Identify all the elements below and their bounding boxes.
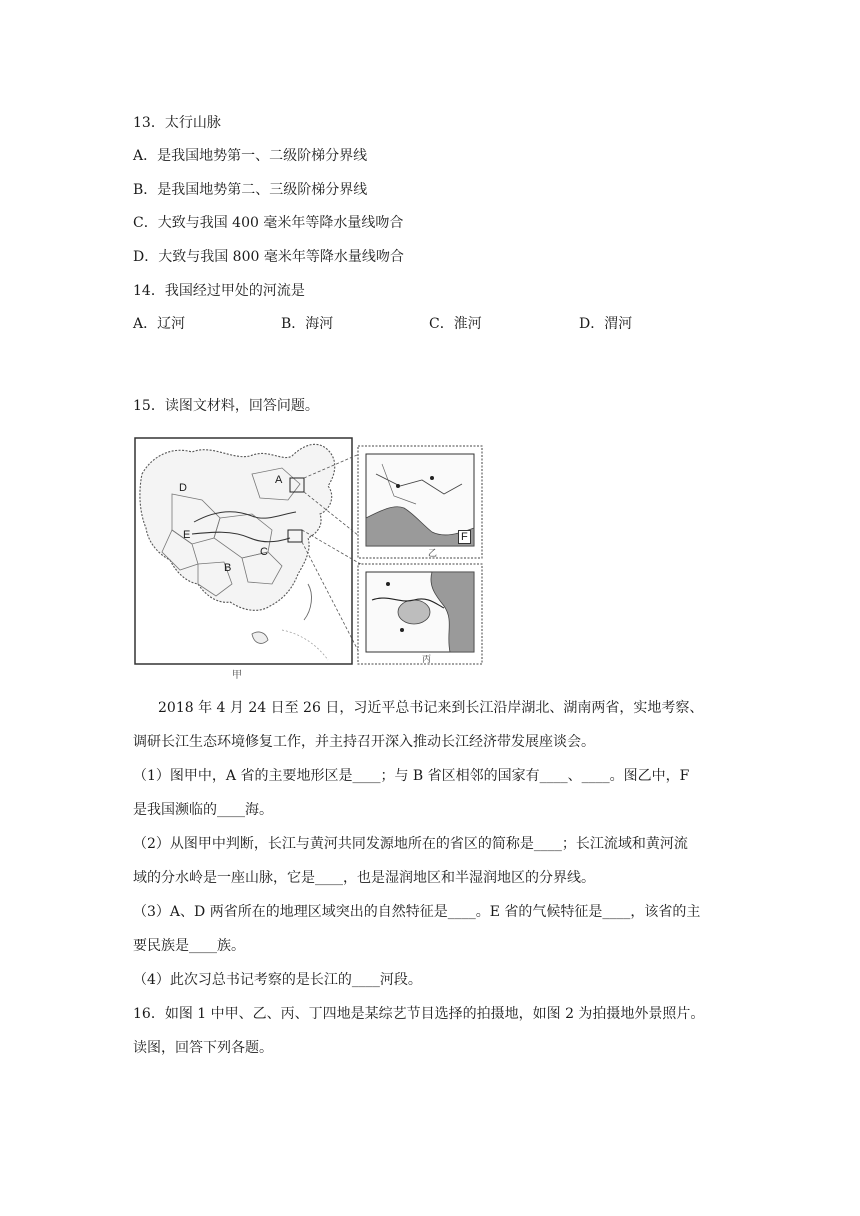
q15-sub2-line2: 域的分水岭是一座山脉，它是____，也是湿润地区和半湿润地区的分界线。 — [133, 870, 595, 886]
map-label-e: E — [183, 529, 191, 541]
q15-intro-line2: 调研长江生态环境修复工作，并主持召开深入推动长江经济带发展座谈会。 — [133, 734, 595, 750]
inset-top-city-2 — [430, 476, 434, 480]
map-caption-main: 甲 — [232, 670, 242, 681]
q15-map-figure — [132, 434, 484, 681]
q15-sub3-line1: （3）A、D 两省所在的地理区域突出的自然特征是____。E 省的气候特征是____，该省的主 — [133, 904, 701, 920]
q15-sub2-line1: （2）从图甲中判断，长江与黄河共同发源地所在的省区的简称是____；长江流域和黄河流 — [133, 836, 688, 852]
map-label-b: B — [224, 562, 232, 574]
q15-stem: 15．读图文材料，回答问题。 — [133, 398, 319, 414]
q14-option-d: D．渭河 — [579, 316, 633, 332]
q15-sub4-line1: （4）此次习总书记考察的是长江的____河段。 — [133, 972, 422, 988]
q15-intro-line1: 2018 年 4 月 24 日至 26 日，习近平总书记来到长江沿岸湖北、湖南两省，实地考察、 — [158, 700, 704, 716]
q14-options — [133, 314, 693, 334]
map-label-c: C — [260, 546, 268, 558]
q13-option-d: D．大致与我国 800 毫米年等降水量线吻合 — [133, 249, 404, 265]
inset-top-city-1 — [396, 484, 400, 488]
map-label-d: D — [179, 482, 187, 494]
q16-line2: 读图，回答下列各题。 — [133, 1040, 273, 1056]
q15-sub1-line2: 是我国濒临的____海。 — [133, 802, 273, 818]
map-caption-inset-top: 乙 — [428, 548, 438, 558]
q14-stem: 14．我国经过甲处的河流是 — [133, 283, 305, 299]
map-label-f: F — [458, 530, 471, 544]
q16-line1: 16．如图 1 中甲、乙、丙、丁四地是某综艺节目选择的拍摄地，如图 2 为拍摄地外景照片。 — [133, 1006, 705, 1022]
inset-bottom-city-2 — [400, 628, 404, 632]
inset-bottom-city-1 — [386, 582, 390, 586]
q14-option-c: C．淮河 — [429, 316, 482, 332]
q14-option-b: B．海河 — [281, 316, 334, 332]
q15-sub3-line2: 要民族是____族。 — [133, 938, 245, 954]
map-caption-inset-bottom: 丙 — [422, 654, 432, 664]
q13-option-a: A．是我国地势第一、二级阶梯分界线 — [133, 148, 368, 164]
q13-option-b: B．是我国地势第二、三级阶梯分界线 — [133, 182, 368, 198]
q13-option-c: C．大致与我国 400 毫米年等降水量线吻合 — [133, 215, 404, 231]
q13-stem: 13．太行山脉 — [133, 115, 221, 131]
q15-sub1-line1: （1）图甲中，A 省的主要地形区是____；与 B 省区相邻的国家有____、____。图乙中，F — [133, 768, 690, 784]
q14-option-a: A．辽河 — [133, 316, 186, 332]
map-label-a: A — [275, 474, 283, 486]
inset-bottom-lake — [398, 600, 430, 624]
